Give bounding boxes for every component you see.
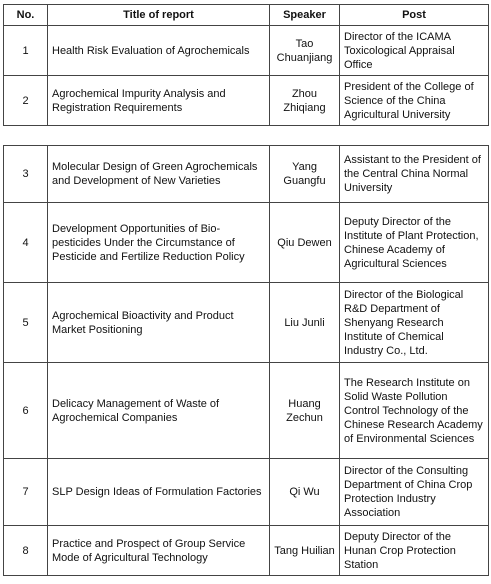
table-row	[4, 459, 489, 526]
report-title: Molecular Design of Green Agrochemicals and Development of New Varieties	[48, 146, 270, 203]
speaker-name: Huang Zechun	[270, 363, 340, 459]
row-number: 3	[4, 146, 48, 203]
speaker-name: Liu Junli	[270, 283, 340, 363]
row-number: 5	[4, 283, 48, 363]
report-title: Agrochemical Bioactivity and Product Market Positioning	[48, 283, 270, 363]
speaker-name: Tao Chuanjiang	[270, 26, 340, 76]
speaker-name: Qiu Dewen	[270, 203, 340, 283]
report-title: Agrochemical Impurity Analysis and Registration Requirements	[48, 76, 270, 126]
table-row	[4, 283, 489, 363]
report-title: Health Risk Evaluation of Agrochemicals	[48, 26, 270, 76]
report-title: SLP Design Ideas of Formulation Factories	[48, 459, 270, 526]
table-row	[4, 76, 489, 126]
speaker-post: Assistant to the President of the Central China Normal University	[340, 146, 489, 203]
speaker-name: Qi Wu	[270, 459, 340, 526]
report-title: Development Opportunities of Bio-pesticides Under the Circumstance of Pesticide and Fertilize Reduction Policy	[48, 203, 270, 283]
speaker-name: Yang Guangfu	[270, 146, 340, 203]
speaker-post: Director of the Biological R&D Department of Shenyang Research Institute of Chemical Industry Co., Ltd.	[340, 283, 489, 363]
table-row	[4, 363, 489, 459]
header-title: Title of report	[48, 5, 270, 26]
table-row	[4, 526, 489, 576]
table-row	[4, 146, 489, 203]
row-number: 1	[4, 26, 48, 76]
header-post: Post	[340, 5, 489, 26]
report-title: Delicacy Management of Waste of Agrochemical Companies	[48, 363, 270, 459]
speaker-name: Tang Huilian	[270, 526, 340, 576]
row-number: 6	[4, 363, 48, 459]
speaker-post: Director of the Consulting Department of China Crop Protection Industry Association	[340, 459, 489, 526]
row-number: 7	[4, 459, 48, 526]
row-number: 4	[4, 203, 48, 283]
speaker-post: Director of the ICAMA Toxicological Appraisal Office	[340, 26, 489, 76]
table-row	[4, 203, 489, 283]
speaker-name: Zhou Zhiqiang	[270, 76, 340, 126]
row-number: 2	[4, 76, 48, 126]
table-header-row	[4, 5, 489, 26]
speaker-post: The Research Institute on Solid Waste Pollution Control Technology of the Chinese Research Academy of Environmental Sciences	[340, 363, 489, 459]
report-table-top	[3, 4, 489, 126]
header-speaker: Speaker	[270, 5, 340, 26]
row-number: 8	[4, 526, 48, 576]
speaker-post: Deputy Director of the Hunan Crop Protection Station	[340, 526, 489, 576]
speaker-post: President of the College of Science of the China Agricultural University	[340, 76, 489, 126]
report-title: Practice and Prospect of Group Service Mode of Agricultural Technology	[48, 526, 270, 576]
speaker-post: Deputy Director of the Institute of Plant Protection, Chinese Academy of Agricultural Sciences	[340, 203, 489, 283]
report-table-bottom	[3, 145, 489, 576]
table-row	[4, 26, 489, 76]
header-no: No.	[4, 5, 48, 26]
